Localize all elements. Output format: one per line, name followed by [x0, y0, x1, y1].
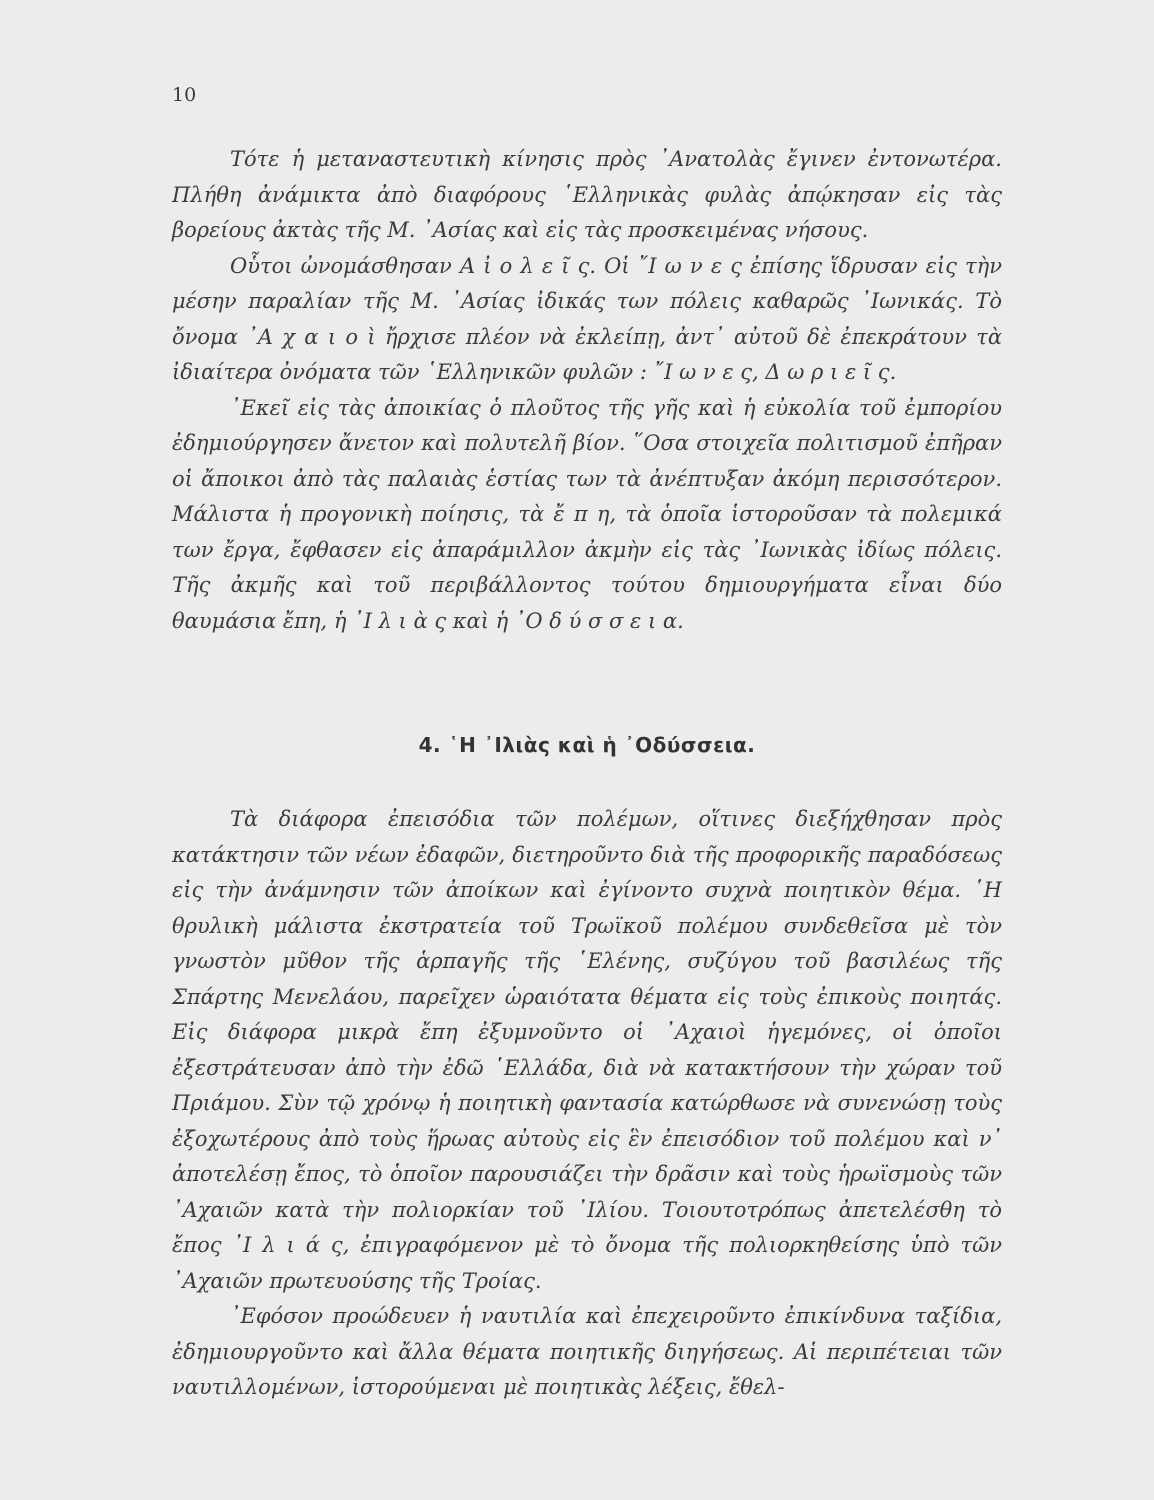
section-2-text [172, 802, 1002, 1406]
page-number: 10 [172, 84, 197, 106]
paragraph: ᾿Εφόσον προώδευεν ἡ ναυτιλία καὶ ἐπεχειροῦντο ἐπικίνδυνα ταξίδια, ἐδημιουργοῦντο καὶ ἄλλα θέματα ποιητικῆς διηγήσεως. Αἱ περιπέτειαι τῶν ναυτιλλομένων, ἱστορούμεναι μὲ ποιητικὰς λέξεις, ἔθελ- [172, 1304, 1002, 1399]
paragraph: ᾿Εκεῖ εἰς τὰς ἀποικίας ὁ πλοῦτος τῆς γῆς καὶ ἡ εὐκολία τοῦ ἐμπορίου ἐδημιούργησεν ἄνετον καὶ πολυτελῆ βίον. ῞Οσα στοιχεῖα πολιτισμοῦ ἐπῆραν οἱ ἄποικοι ἀπὸ τὰς παλαιὰς ἑστίας των τὰ ἀνέπτυξαν ἀκόμη περισσότερον. Μάλιστα ἡ προγονικὴ ποίησις, τὰ ἔ π η, τὰ ὁποῖα ἱστοροῦσαν τὰ πολεμικά των ἔργα, ἔφθασεν εἰς ἀπαράμιλλον ἀκμὴν εἰς τὰς ᾿Ιωνικὰς ἰδίως πόλεις. Τῆς ἀκμῆς καὶ τοῦ περιβάλλοντος τούτου δημιουργήματα εἶναι δύο θαυμάσια ἔπη, ἡ ᾿Ι λ ι ὰ ς καὶ ἡ ᾿Ο δ ύ σ σ ε ι α. [172, 395, 1002, 633]
paragraph: Τὰ διάφορα ἐπεισόδια τῶν πολέμων, οἵτινες διεξήχθησαν πρὸς κατάκτησιν τῶν νέων ἐδαφῶν, διετηροῦντο διὰ τῆς προφορικῆς παραδόσεως εἰς τὴν ἀνάμνησιν τῶν ἀποίκων καὶ ἐγίνοντο συχνὰ ποιητικὸν θέμα. ῾Η θρυλικὴ μάλιστα ἐκστρατεία τοῦ Τρωϊκοῦ πολέμου συνδεθεῖσα μὲ τὸν γνωστὸν μῦθον τῆς ἁρπαγῆς τῆς ῾Ελένης, συζύγου τοῦ βασιλέως τῆς Σπάρτης Μενελάου, παρεῖχεν ὡραιότατα θέματα εἰς τοὺς ἐπικοὺς ποιητάς. Εἰς διάφορα μικρὰ ἔπη ἐξυμνοῦντο οἱ ᾿Αχαιοὶ ἡγεμόνες, οἱ ὁποῖοι ἐξεστράτευσαν ἀπὸ τὴν ἐδῶ ῾Ελλάδα, διὰ νὰ κατακτήσουν τὴν χώραν τοῦ Πριάμου. Σὺν τῷ χρόνῳ ἡ ποιητικὴ φαντασία κατώρθωσε νὰ συνενώσῃ τοὺς ἐξοχωτέρους ἀπὸ τοὺς ἥρωας αὐτοὺς εἰς ἓν ἐπεισόδιον τοῦ πολέμου καὶ ν᾿ ἀποτελέσῃ ἔπος, τὸ ὁποῖον παρουσιάζει τὴν δρᾶσιν καὶ τοὺς ἡρωϊσμοὺς τῶν ᾿Αχαιῶν κατὰ τὴν πολιορκίαν τοῦ ᾿Ιλίου. Τοιουτοτρόπως ἀπετελέσθη τὸ ἔπος ᾿Ι λ ι ά ς, ἐπιγραφόμενον μὲ τὸ ὄνομα τῆς πολιορκηθείσης ὑπὸ τῶν ᾿Αχαιῶν πρωτευούσης τῆς Τροίας. [172, 807, 1002, 1293]
section-heading: 4. ῾Η ᾿Ιλιὰς καὶ ἡ ᾿Οδύσσεια. [418, 733, 756, 757]
paragraph: Οὗτοι ὠνομάσθησαν Α ἰ ο λ ε ῖ ς. Οἱ ῎Ι ω ν ε ς ἐπίσης ἵδρυσαν εἰς τὴν μέσην παραλίαν τῆς Μ. ᾿Ασίας ἰδικάς των πόλεις καθαρῶς ᾿Ιωνικάς. Τὸ ὄνομα ᾿Α χ α ι ο ὶ ἤρχισε πλέον νὰ ἐκλείπῃ, ἀντ᾿ αὐτοῦ δὲ ἐπεκράτουν τὰ ἰδιαίτερα ὀνόματα τῶν ῾Ελληνικῶν φυλῶν : ῎Ι ω ν ε ς, Δ ω ρ ι ε ῖ ς. [172, 253, 1002, 384]
section-1-text [172, 142, 1002, 639]
paragraph: Τότε ἡ μεταναστευτικὴ κίνησις πρὸς ᾿Ανατολὰς ἔγινεν ἐντονωτέρα. Πλήθη ἀνάμικτα ἀπὸ διαφόρους ῾Ελληνικὰς φυλὰς ἀπῴκησαν εἰς τὰς βορείους ἀκτὰς τῆς Μ. ᾿Ασίας καὶ εἰς τὰς προσκειμένας νήσους. [172, 147, 1002, 242]
